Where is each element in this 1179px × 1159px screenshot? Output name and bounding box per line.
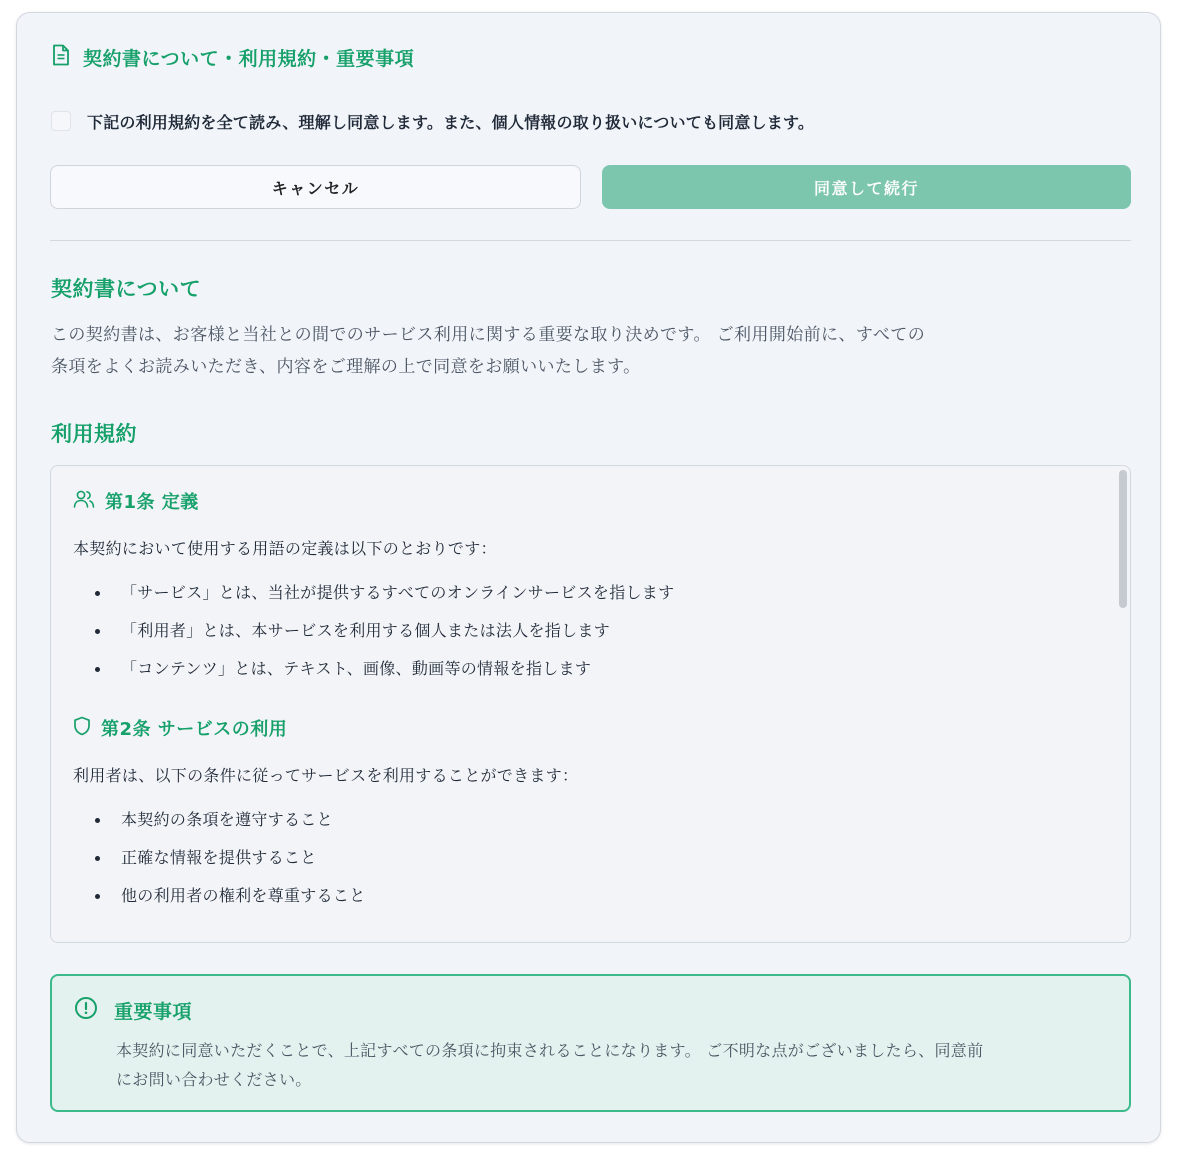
scrollbar-thumb[interactable] bbox=[1119, 470, 1127, 608]
notice-line: にお問い合わせください。 bbox=[116, 1070, 312, 1089]
bullet-dot bbox=[95, 591, 100, 596]
document-icon bbox=[51, 44, 71, 70]
list-item-text: 本契約の条項を遵守すること bbox=[121, 810, 333, 829]
about-description bbox=[51, 319, 1131, 383]
about-heading: 契約書について bbox=[51, 277, 202, 301]
notice-header bbox=[74, 996, 192, 1024]
bullet-dot bbox=[95, 667, 100, 672]
bullet-dot bbox=[95, 856, 100, 861]
terms-scroll-area[interactable] bbox=[50, 465, 1131, 943]
list-item bbox=[91, 612, 674, 650]
users-icon bbox=[73, 489, 95, 514]
list-item-text: 「利用者」とは、本サービスを利用する個人または法人を指します bbox=[121, 621, 611, 640]
bullet-dot bbox=[95, 894, 100, 899]
divider bbox=[50, 240, 1131, 241]
article-2-title: 第2条 サービスの利用 bbox=[101, 719, 288, 740]
agreement-row[interactable] bbox=[51, 109, 814, 133]
card-header bbox=[51, 43, 414, 71]
article-1-intro: 本契約において使用する用語の定義は以下のとおりです： bbox=[73, 539, 497, 558]
list-item bbox=[91, 877, 366, 915]
agree-continue-button[interactable]: 同意して続行 bbox=[602, 165, 1131, 209]
list-item-text: 「コンテンツ」とは、テキスト、画像、動画等の情報を指します bbox=[121, 659, 592, 678]
list-item-text: 他の利用者の権利を尊重すること bbox=[121, 886, 366, 905]
list-item bbox=[91, 574, 674, 612]
alert-circle-icon bbox=[74, 996, 98, 1025]
article-1-title: 第1条 定義 bbox=[105, 492, 199, 513]
list-item bbox=[91, 650, 674, 688]
contract-card bbox=[16, 12, 1161, 1143]
about-line: 条項をよくお読みいただき、内容をご理解の上で同意をお願いいたします。 bbox=[51, 357, 641, 377]
about-line: この契約書は、お客様と当社との間でのサービス利用に関する重要な取り決めです。 ご利用開始前に、すべての bbox=[51, 325, 926, 345]
list-item bbox=[91, 801, 366, 839]
bullet-dot bbox=[95, 629, 100, 634]
important-notice bbox=[50, 974, 1131, 1112]
agreement-label[interactable]: 下記の利用規約を全て読み、理解し同意します。また、個人情報の取り扱いについても同意します。 bbox=[87, 112, 815, 132]
notice-line: 本契約に同意いただくことで、上記すべての条項に拘束されることになります。 ご不明な点がございましたら、同意前 bbox=[116, 1041, 984, 1060]
article-1-list bbox=[91, 574, 674, 688]
cancel-button[interactable]: キャンセル bbox=[50, 165, 581, 209]
list-item bbox=[91, 839, 366, 877]
agreement-checkbox[interactable] bbox=[51, 111, 71, 131]
article-2-list bbox=[91, 801, 366, 915]
page-title: 契約書について・利用規約・重要事項 bbox=[83, 47, 415, 70]
article-1-title-row bbox=[73, 488, 199, 514]
terms-heading: 利用規約 bbox=[51, 422, 137, 446]
bullet-dot bbox=[95, 818, 100, 823]
article-2-title-row bbox=[73, 715, 287, 741]
shield-icon bbox=[73, 716, 91, 741]
notice-title: 重要事項 bbox=[114, 1000, 193, 1023]
list-item-text: 「サービス」とは、当社が提供するすべてのオンラインサービスを指します bbox=[121, 583, 675, 602]
article-2-intro: 利用者は、以下の条件に従ってサービスを利用することができます： bbox=[73, 766, 579, 785]
notice-body bbox=[116, 1036, 1116, 1094]
list-item-text: 正確な情報を提供すること bbox=[121, 848, 317, 867]
